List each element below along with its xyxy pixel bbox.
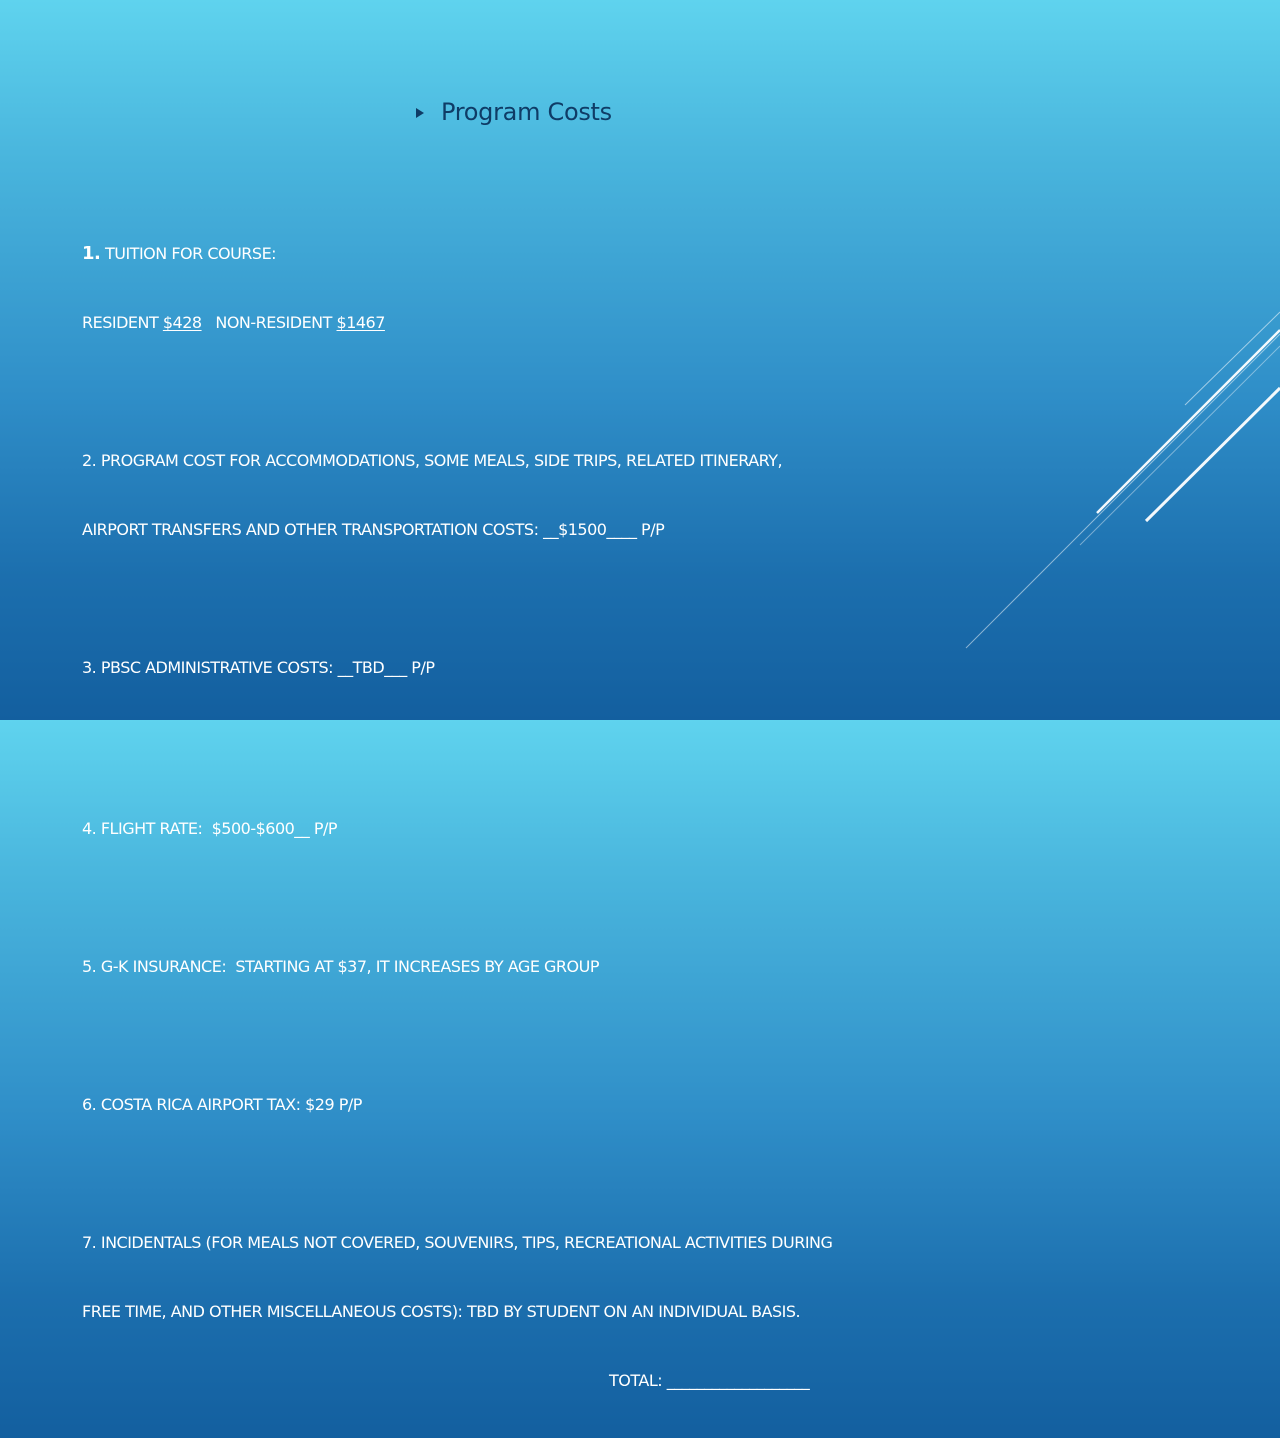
item-1-heading (82, 242, 982, 265)
total-line: TOTAL: ___________________ (609, 1371, 810, 1390)
item-7-line-1: 7. INCIDENTALS (FOR MEALS NOT COVERED, SOUVENIRS, TIPS, RECREATIONAL ACTIVITIES DURING (82, 1233, 833, 1252)
item-1-label: TUITION FOR COURSE: (104, 244, 277, 263)
triangle-bullet-icon (416, 108, 424, 118)
resident-value: $428 (162, 313, 202, 332)
item-1-tuition (82, 311, 982, 334)
slide-title: Program Costs (441, 98, 612, 126)
resident-label: RESIDENT (82, 313, 163, 332)
item-5: 5. G-K INSURANCE: STARTING AT $37, IT INCREASES BY AGE GROUP (82, 957, 599, 976)
deco-line (1146, 388, 1280, 521)
item-1-number: 1. (82, 243, 101, 264)
item-3: 3. PBSC ADMINISTRATIVE COSTS: __TBD___ P/P (82, 658, 435, 677)
item-6: 6. COSTA RICA AIRPORT TAX: $29 P/P (82, 1095, 362, 1114)
item-4: 4. FLIGHT RATE: $500-$600__ P/P (82, 819, 338, 838)
item-2-line-2: AIRPORT TRANSFERS AND OTHER TRANSPORTATION COSTS: __$1500____ P/P (82, 520, 665, 539)
nonresident-value: $1467 (336, 313, 385, 332)
deco-line (966, 334, 1280, 648)
deco-line (1097, 330, 1280, 513)
slide-title-row (416, 98, 612, 126)
nonresident-label: NON-RESIDENT (215, 313, 337, 332)
deco-line (1080, 346, 1280, 545)
item-2-line-1: 2. PROGRAM COST FOR ACCOMMODATIONS, SOME MEALS, SIDE TRIPS, RELATED ITINERARY, (82, 451, 783, 470)
item-7-line-2: FREE TIME, AND OTHER MISCELLANEOUS COSTS): TBD BY STUDENT ON AN INDIVIDUAL BASIS. (82, 1302, 801, 1321)
cost-list (82, 196, 982, 1438)
deco-line (1185, 312, 1280, 405)
